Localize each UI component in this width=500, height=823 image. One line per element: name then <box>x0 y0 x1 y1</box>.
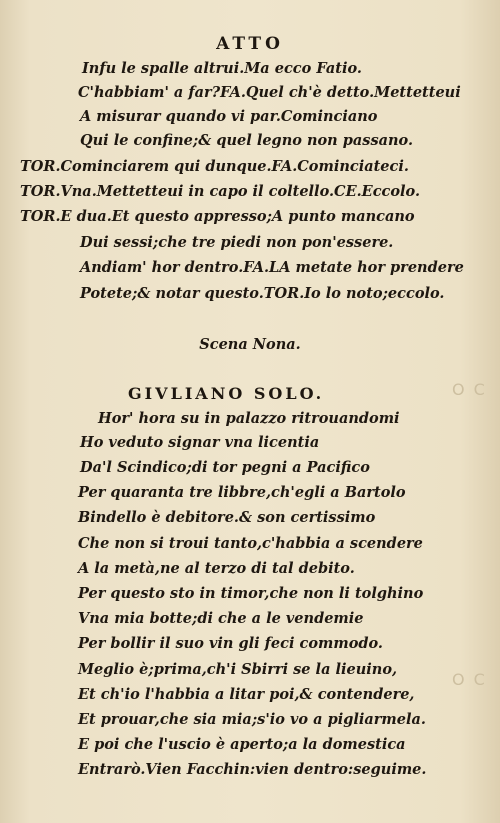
speech-line-12: Et ch'io l'habbia a litar poi,& contendere, <box>78 686 415 703</box>
character-heading: GIVLIANO SOLO. <box>128 384 325 403</box>
scene-title: Scena Nona. <box>199 336 301 353</box>
speech-line-4: Per quaranta tre libbre,ch'egli a Bartolo <box>78 484 406 501</box>
running-head: ATTO <box>216 34 284 54</box>
speech-line-6: Che non si troui tanto,c'habbia a scendere <box>78 535 423 552</box>
speech-line-1: Hor' hora su in palazzo ritrouandomi <box>98 410 400 427</box>
speech-line-10: Per bollir il suo vin gli feci commodo. <box>78 635 383 652</box>
verse-line-6: TOR.Vna.Mettetteui in capo il coltello.CE.Eccolo. <box>20 183 421 200</box>
verse-line-2: C'habbiam' a far?FA.Quel ch'è detto.Mettetteui <box>78 84 461 101</box>
speech-line-9: Vna mia botte;di che a le vendemie <box>78 610 364 627</box>
speech-line-5: Bindello è debitore.& son certissimo <box>78 509 376 526</box>
verse-line-7: TOR.E dua.Et questo appresso;A punto mancano <box>20 208 415 225</box>
verse-line-8: Dui sessi;che tre piedi non pon'essere. <box>80 234 394 251</box>
speech-line-13: Et prouar,che sia mia;s'io vo a pigliarmela. <box>78 711 426 728</box>
verse-line-5: TOR.Cominciarem qui dunque.FA.Cominciateci. <box>20 158 409 175</box>
verse-line-9: Andiam' hor dentro.FA.LA metate hor prendere <box>80 259 464 276</box>
speech-line-7: A la metà,ne al terzo di tal debito. <box>78 560 355 577</box>
verse-line-10: Potete;& notar questo.TOR.Io lo noto;eccolo. <box>80 285 445 302</box>
speech-line-15: Entrarò.Vien Facchin:vien dentro:seguime. <box>78 761 427 778</box>
speech-line-3: Da'l Scindico;di tor pegni a Pacifico <box>80 459 370 476</box>
verse-line-1: Infu le spalle altrui.Ma ecco Fatio. <box>82 60 362 77</box>
verse-line-3: A misurar quando vi par.Cominciano <box>80 108 378 125</box>
verse-line-4: Qui le confine;& quel legno non passano. <box>80 132 414 149</box>
margin-bleed-upper: O C <box>452 380 487 399</box>
speech-line-11: Meglio è;prima,ch'i Sbirri se la lieuino, <box>78 661 398 678</box>
speech-line-2: Ho veduto signar vna licentia <box>80 434 320 451</box>
margin-bleed-lower: O C <box>452 670 487 689</box>
speech-line-14: E poi che l'uscio è aperto;a la domestica <box>78 736 406 753</box>
speech-line-8: Per questo sto in timor,che non li tolghino <box>78 585 424 602</box>
